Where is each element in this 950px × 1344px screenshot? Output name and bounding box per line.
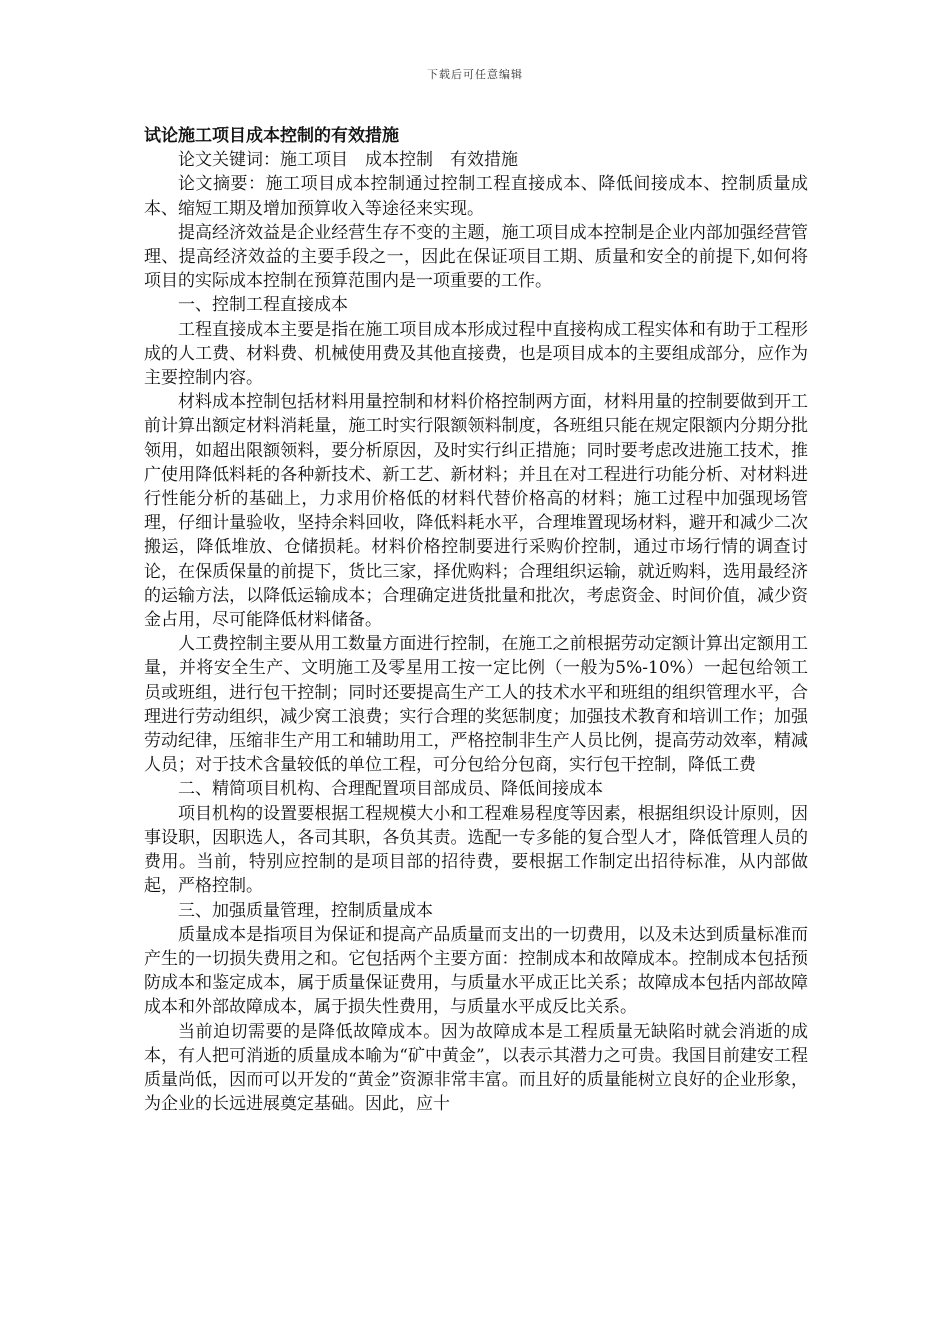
section-heading-2: 二、精简项目机构、合理配置项目部成员、降低间接成本 bbox=[178, 779, 603, 800]
section1-paragraph-2: 材料成本控制包括材料用量控制和材料价格控制两方面，材料用量的控制要做到开工前计算出额定材料消耗量，施工时实行限额领料制度，各班组只能在规定限额内分期分批领用，如超出限额领料，要分析原因，及时实行纠正措施；同时要考虑改进施工技术，推广使用降低料耗的各种新技术、新工艺、新材料；并且在对工程进行功能分析、对材料进行性能分析的基础上，力求用价格低的材料代替价格高的材料；施工过程中加强现场管理，仔细计量验收，坚持余料回收，降低料耗水平，合理堆置现场材料，避开和减少二次搬运，降低堆放、仓储损耗。材料价格控制要进行采购价控制，通过市场行情的调查讨论，在保质保量的前提下，货比三家，择优购料；合理组织运输，就近购料，选用最经济的运输方法，以降低运输成本；合理确定进货批量和批次，考虑资金、时间价值，减少资金占用，尽可能降低材料储备。 bbox=[144, 392, 808, 631]
page-header-note: 下载后可任意编辑 bbox=[427, 68, 523, 81]
document-body bbox=[144, 124, 808, 1116]
intro-paragraph: 提高经济效益是企业经营生存不变的主题，施工项目成本控制是企业内部加强经营管理、提高经济效益的主要手段之一，因此在保证项目工期、质量和安全的前提下,如何将项目的实际成本控制在预算范围内是一项重要的工作。 bbox=[144, 222, 808, 292]
document-title: 试论施工项目成本控制的有效措施 bbox=[144, 126, 399, 146]
section-heading-3: 三、加强质量管理，控制质量成本 bbox=[178, 900, 433, 921]
section1-paragraph-1: 工程直接成本主要是指在施工项目成本形成过程中直接构成工程实体和有助于工程形成的人工费、材料费、机械使用费及其他直接费，也是项目成本的主要组成部分，应作为主要控制内容。 bbox=[144, 319, 808, 389]
section3-paragraph-2: 当前迫切需要的是降低故障成本。因为故障成本是工程质量无缺陷时就会消逝的成本，有人把可消逝的质量成本喻为“矿中黄金”，以表示其潜力之可贵。我国目前建安工程质量尚低，因而可以开发的“黄金”资源非常丰富。而且好的质量能树立良好的企业形象，为企业的长远进展奠定基础。因此，应十 bbox=[144, 1021, 808, 1115]
section-heading-1: 一、控制工程直接成本 bbox=[178, 295, 348, 316]
section3-paragraph-1: 质量成本是指项目为保证和提高产品质量而支出的一切费用，以及未达到质量标准而产生的一切损失费用之和。它包括两个主要方面：控制成本和故障成本。控制成本包括预防成本和鉴定成本，属于质量保证费用，与质量水平成正比关系；故障成本包括内部故障成本和外部故障成本，属于损失性费用，与质量水平成反比关系。 bbox=[144, 924, 808, 1018]
keywords-line: 论文关键词：施工项目 成本控制 有效措施 bbox=[178, 150, 518, 171]
abstract-paragraph: 论文摘要：施工项目成本控制通过控制工程直接成本、降低间接成本、控制质量成本、缩短工期及增加预算收入等途径来实现。 bbox=[144, 174, 808, 219]
section2-paragraph-1: 项目机构的设置要根据工程规模大小和工程难易程度等因素，根据组织设计原则，因事设职，因职选人，各司其职，各负其责。选配一专多能的复合型人才，降低管理人员的费用。当前，特别应控制的是项目部的招待费，要根据工作制定出招待标准，从内部做起，严格控制。 bbox=[144, 803, 808, 897]
section1-paragraph-3: 人工费控制主要从用工数量方面进行控制，在施工之前根据劳动定额计算出定额用工量，并将安全生产、文明施工及零星用工按一定比例（一般为5%-10%）一起包给领工员或班组，进行包干控制；同时还要提高生产工人的技术水平和班组的组织管理水平，合理进行劳动组织，减少窝工浪费；实行合理的奖惩制度；加强技术教育和培训工作；加强劳动纪律，压缩非生产用工和辅助用工，严格控制非生产人员比例，提高劳动效率，精减人员；对于技术含量较低的单位工程，可分包给分包商，实行包干控制，降低工费 bbox=[144, 634, 808, 776]
